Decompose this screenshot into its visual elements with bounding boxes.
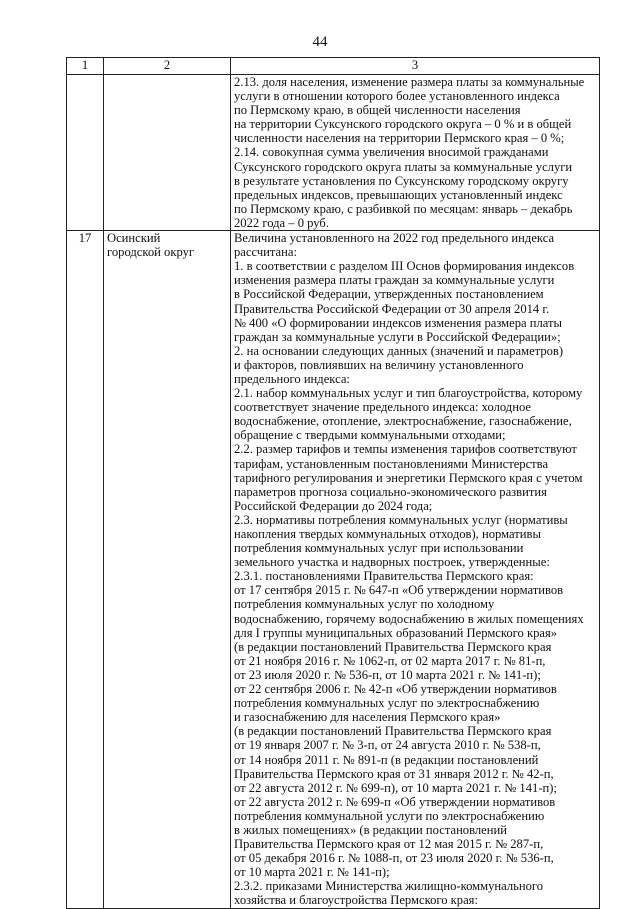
table-row xyxy=(67,231,600,909)
text-line: Российской Федерации до 2024 года; xyxy=(234,498,433,513)
text-line: 2.13. доля населения, изменение размера платы за коммунальные xyxy=(234,75,585,89)
text-line: Правительства Пермского края от 31 января 2012 г. № 42-п, xyxy=(234,766,554,781)
text-line: накопления твердых коммунальных отходов), нормативы xyxy=(234,527,541,541)
district-cell xyxy=(104,75,231,231)
text-line: потребления коммунальных услуг при использовании xyxy=(234,541,524,556)
text-line: потребления коммунальных услуг по холодному xyxy=(234,597,495,612)
description-cell xyxy=(231,75,600,231)
description-cell xyxy=(231,231,600,909)
text-line: от 10 марта 2021 г. № 141-п); xyxy=(234,865,390,880)
text-line: в жилых помещениях» (в редакции постановлений xyxy=(234,822,507,837)
text-line: от 22 августа 2012 г. № 699-п «Об утверждении нормативов xyxy=(234,794,556,809)
row-number xyxy=(67,75,104,231)
text-line: Правительства Российской Федерации от 30 апреля 2014 г. xyxy=(234,301,550,316)
text-line: параметров прогноза социально-экономического развития xyxy=(234,484,547,499)
text-line: потребления коммунальных услуг по электроснабжению xyxy=(234,696,540,711)
text-line: водоснабжению, горячему водоснабжению в жилых помещениях xyxy=(234,611,584,626)
district-cell xyxy=(104,231,231,909)
document-table xyxy=(66,57,600,909)
text-line: в Российской Федерации, утвержденных постановлением xyxy=(234,287,544,302)
table-header-row xyxy=(67,58,600,75)
text-line: для I группы муниципальных образований Пермского края» xyxy=(234,625,558,640)
text-line: 2. на основании следующих данных (значений и параметров) xyxy=(234,343,564,358)
text-line: предельного индекса: xyxy=(234,371,350,386)
header-cell: 1 xyxy=(67,58,104,75)
text-line: по Пермскому краю, с разбивкой по месяцам: январь – декабрь xyxy=(234,201,573,216)
text-line: предельных индексов, превышающих установленный индекс xyxy=(234,187,563,202)
text-line: на территории Суксунского городского округа – 0 % и в общей xyxy=(234,117,572,132)
text-line: земельного участка и надворных построек, утвержденные: xyxy=(234,555,550,570)
text-line: услуги в отношении которого более установленного индекса xyxy=(234,89,560,104)
page-number: 44 xyxy=(312,34,328,50)
text-line: от 22 сентября 2006 г. № 42-п «Об утверждении нормативов xyxy=(234,682,557,697)
text-line: Величина установленного на 2022 год предельного индекса xyxy=(234,231,555,246)
text-line: соответствует значение предельного индекса: холодное xyxy=(234,400,531,415)
row-number: 17 xyxy=(67,231,104,909)
text-line: 2.1. набор коммунальных услуг и тип благоустройства, которому xyxy=(234,386,583,401)
text-line: и газоснабжению для населения Пермского края» xyxy=(234,710,501,725)
text-line: численности населения на территории Пермского края – 0 %; xyxy=(234,131,565,146)
text-line: 2.3.1. постановлениями Правительства Пермского края: xyxy=(234,569,534,584)
text-line: № 400 «О формировании индексов изменения размера платы xyxy=(234,315,562,330)
district-name-line: городской округ xyxy=(107,245,195,260)
text-line: от 21 ноября 2016 г. № 1062-п, от 02 марта 2017 г. № 81-п, xyxy=(234,653,546,668)
text-line: от 23 июля 2020 г. № 536-п, от 10 марта 2021 г. № 141-п); xyxy=(234,667,541,682)
text-line: от 19 января 2007 г. № 3-п, от 24 августа 2010 г. № 538-п, xyxy=(234,738,541,753)
text-line: от 05 декабря 2016 г. № 1088-п, от 23 июля 2020 г. № 536-п, xyxy=(234,851,554,866)
district-name-line: Осинский xyxy=(107,231,161,246)
text-line: Правительства Пермского края от 12 мая 2015 г. № 287-п, xyxy=(234,837,544,852)
text-line: в результате установления по Суксунскому городскому округу xyxy=(234,173,569,188)
text-line: по Пермскому краю, в общей численности населения xyxy=(234,103,521,118)
text-line: (в редакции постановлений Правительства Пермского края xyxy=(234,724,552,739)
text-line: 2.3.2. приказами Министерства жилищно-коммунального xyxy=(234,879,544,894)
text-line: (в редакции постановлений Правительства Пермского края xyxy=(234,639,552,654)
text-line: рассчитана: xyxy=(234,245,297,260)
text-line: водоснабжение, отопление, электроснабжение, газоснабжение, xyxy=(234,414,572,429)
text-line: 2.2. размер тарифов и темпы изменения тарифов соответствуют xyxy=(234,442,577,457)
text-line: тарифного регулирования и энергетики Пермского края с учетом xyxy=(234,470,583,485)
text-line: хозяйства и благоустройства Пермского края: xyxy=(234,893,478,908)
text-line: изменения размера платы граждан за коммунальные услуги xyxy=(234,273,555,288)
header-cell: 3 xyxy=(231,58,600,75)
text-line: 2022 года – 0 руб. xyxy=(234,215,329,230)
table-row xyxy=(67,75,600,231)
text-line: от 22 августа 2012 г. № 699-п), от 10 марта 2021 г. № 141-п); xyxy=(234,780,557,795)
text-line: тарифам, установленным постановлениями Министерства xyxy=(234,456,549,471)
text-line: 1. в соответствии с разделом III Основ формирования индексов xyxy=(234,259,575,274)
text-line: граждан за коммунальные услуги в Российской Федерации»; xyxy=(234,329,561,344)
text-line: 2.3. нормативы потребления коммунальных услуг (нормативы xyxy=(234,512,568,527)
text-line: и факторов, повлиявших на величину установленного xyxy=(234,357,524,372)
text-line: обращение с твердыми коммунальными отходами; xyxy=(234,428,506,443)
text-line: потребления коммунальной услуги по электроснабжению xyxy=(234,808,545,823)
text-line: от 14 ноября 2011 г. № 891-п (в редакции постановлений xyxy=(234,752,539,767)
text-line: 2.14. совокупная сумма увеличения вносимой гражданами xyxy=(234,145,549,160)
text-line: от 17 сентября 2015 г. № 647-п «Об утверждении нормативов xyxy=(234,583,564,598)
header-cell: 2 xyxy=(104,58,231,75)
text-line: Суксунского городского округа платы за коммунальные услуги xyxy=(234,159,573,174)
